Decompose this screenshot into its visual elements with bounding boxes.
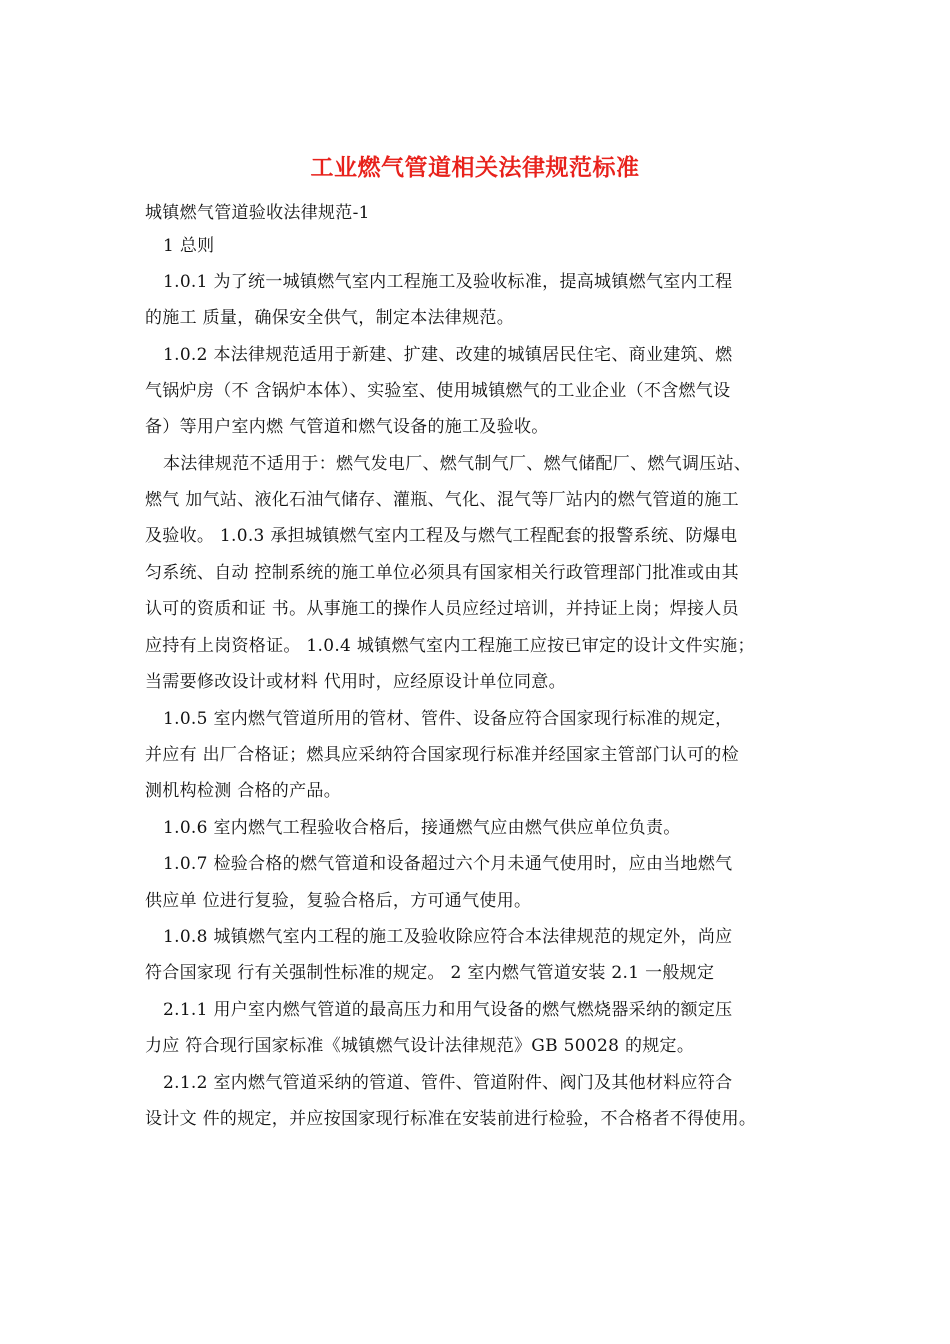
paragraph-line: 设计文 件的规定，并应按国家现行标准在安装前进行检验，不合格者不得使用。	[145, 1109, 757, 1129]
paragraph-line: 供应单 位进行复验，复验合格后，方可通气使用。	[145, 891, 532, 911]
paragraph-line: 当需要修改设计或材料 代用时，应经原设计单位同意。	[145, 672, 566, 692]
paragraph-line: 1.0.1 为了统一城镇燃气室内工程施工及验收标准，提高城镇燃气室内工程	[163, 272, 733, 292]
paragraph-line: 测机构检测 合格的产品。	[145, 781, 342, 801]
paragraph-line: 力应 符合现行国家标准《城镇燃气设计法律规范》GB 50028 的规定。	[145, 1036, 695, 1056]
section-heading: 1 总则	[163, 236, 215, 256]
paragraph-line: 2.1.2 室内燃气管道采纳的管道、管件、管道附件、阀门及其他材料应符合	[163, 1073, 733, 1093]
paragraph-line: 及验收。 1.0.3 承担城镇燃气室内工程及与燃气工程配套的报警系统、防爆电	[145, 526, 738, 546]
paragraph-line: 的施工 质量，确保安全供气，制定本法律规范。	[145, 308, 515, 328]
paragraph-line: 应持有上岗资格证。 1.0.4 城镇燃气室内工程施工应按已审定的设计文件实施；	[145, 636, 755, 656]
paragraph-line: 1.0.5 室内燃气管道所用的管材、管件、设备应符合国家现行标准的规定，	[163, 709, 733, 729]
paragraph-line: 1.0.2 本法律规范适用于新建、扩建、改建的城镇居民住宅、商业建筑、燃	[163, 345, 733, 365]
subtitle-line: 城镇燃气管道验收法律规范-1	[145, 203, 370, 223]
paragraph-line: 1.0.6 室内燃气工程验收合格后，接通燃气应由燃气供应单位负责。	[163, 818, 681, 838]
paragraph-line: 认可的资质和证 书。从事施工的操作人员应经过培训，并持证上岗；焊接人员	[145, 599, 739, 619]
paragraph-line: 并应有 出厂合格证；燃具应采纳符合国家现行标准并经国家主管部门认可的检	[145, 745, 739, 765]
paragraph-line: 气锅炉房（不 含锅炉本体）、实验室、使用城镇燃气的工业企业（不含燃气设	[145, 381, 731, 401]
paragraph-line: 匀系统、自动 控制系统的施工单位必须具有国家相关行政管理部门批准或由其	[145, 563, 739, 583]
paragraph-line: 备）等用户室内燃 气管道和燃气设备的施工及验收。	[145, 417, 549, 437]
paragraph-line: 2.1.1 用户室内燃气管道的最高压力和用气设备的燃气燃烧器采纳的额定压	[163, 1000, 733, 1020]
paragraph-line: 1.0.7 检验合格的燃气管道和设备超过六个月未通气使用时，应由当地燃气	[163, 854, 733, 874]
document-title: 工业燃气管道相关法律规范标准	[310, 154, 640, 181]
paragraph-line: 本法律规范不适用于：燃气发电厂、燃气制气厂、燃气储配厂、燃气调压站、	[163, 454, 752, 474]
paragraph-line: 燃气 加气站、液化石油气储存、灌瓶、气化、混气等厂站内的燃气管道的施工	[145, 490, 739, 510]
paragraph-line: 符合国家现 行有关强制性标准的规定。 2 室内燃气管道安装 2.1 一般规定	[145, 963, 715, 983]
paragraph-line: 1.0.8 城镇燃气室内工程的施工及验收除应符合本法律规范的规定外，尚应	[163, 927, 733, 947]
